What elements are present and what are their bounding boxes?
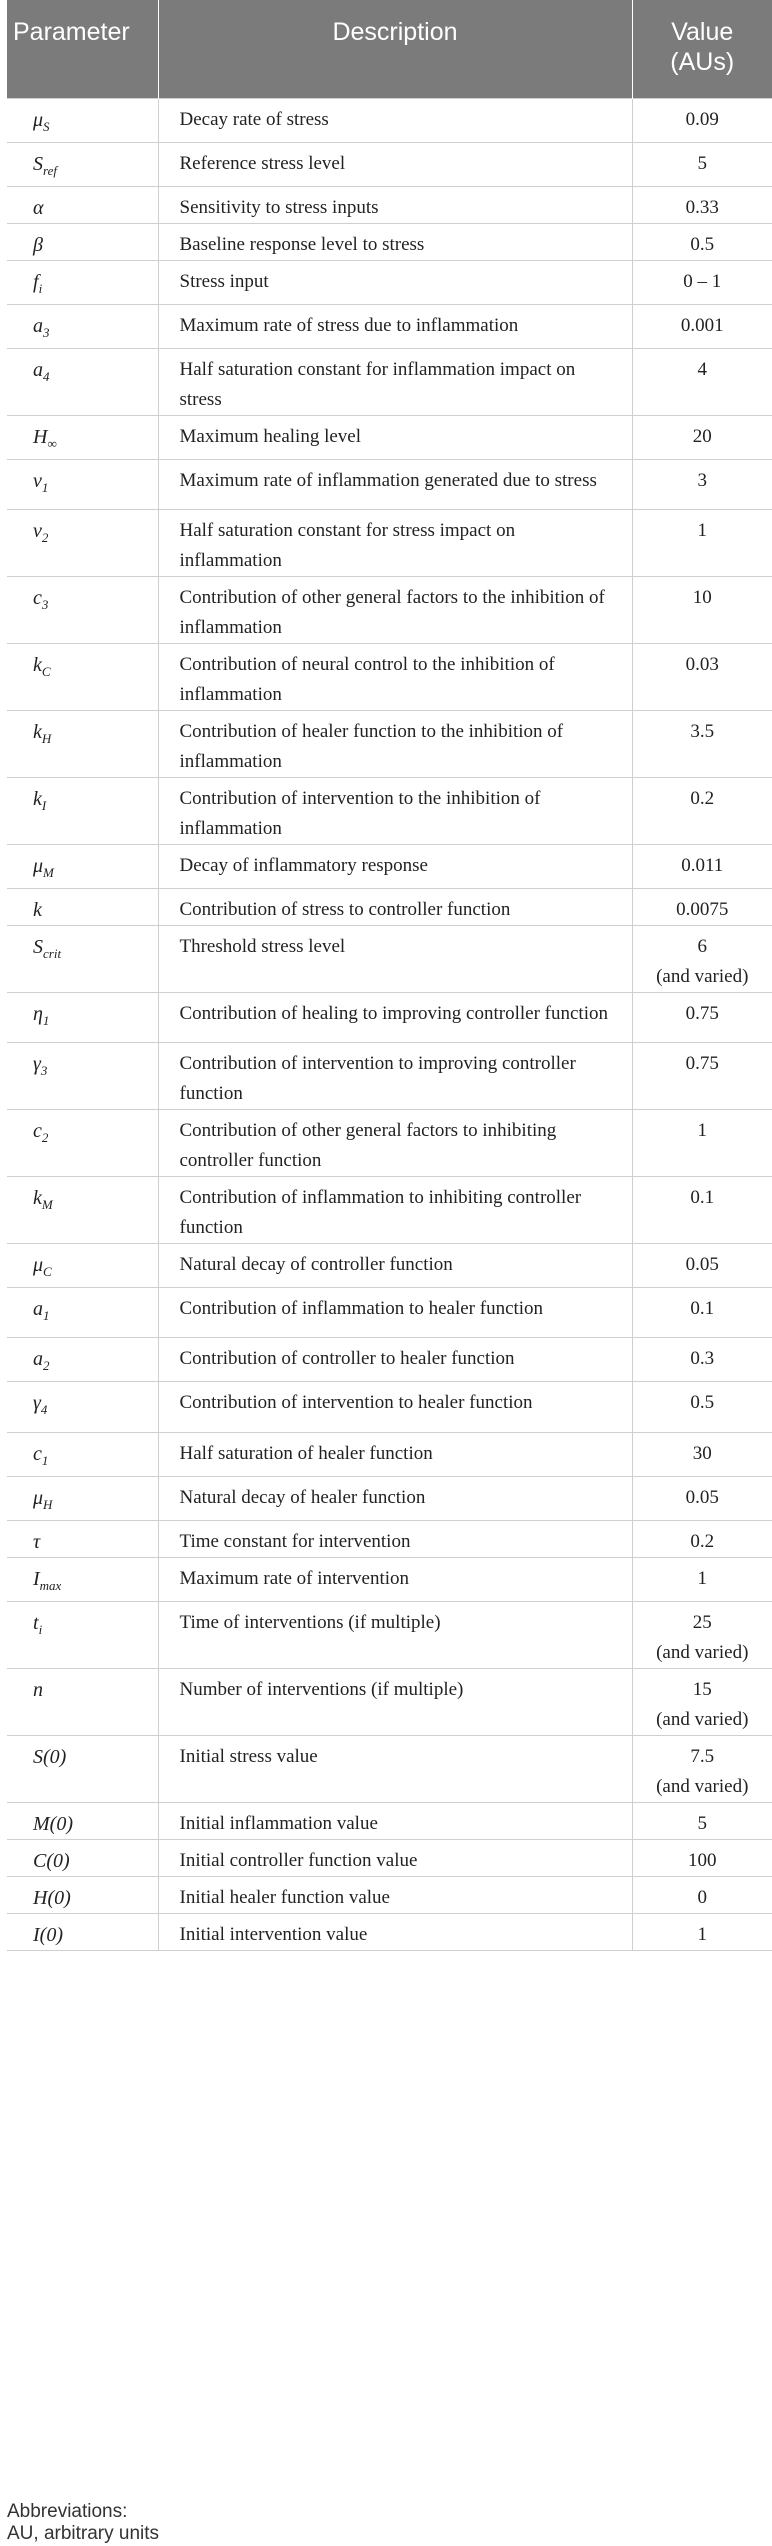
parameter-value [632,348,772,415]
parameter-symbol [7,643,158,710]
table-row [7,844,772,888]
parameter-description: Half saturation of healer function [158,1432,632,1476]
parameter-symbol [7,98,158,142]
table-row [7,576,772,643]
table-row [7,459,772,509]
parameter-symbol [7,260,158,304]
value-text: 1 [697,1923,707,1945]
parameter-value [632,509,772,576]
value-text: 0.1 [690,1297,715,1319]
parameter-symbol [7,223,158,260]
footnote-abbrev-heading: Abbreviations: [7,2501,128,2522]
header-value [632,0,772,98]
parameter-value [632,260,772,304]
symbol-subscript: 1 [43,1307,50,1323]
parameter-symbol [7,1337,158,1381]
parameter-description: Sensitivity to stress inputs [158,186,632,223]
symbol-base: I(0) [33,1923,63,1946]
parameter-symbol [7,1876,158,1913]
parameter-description: Contribution of healer function to the inhibition of inflammation [158,710,632,777]
symbol-base: γ [33,1052,41,1075]
symbol-base: k [33,720,42,743]
parameter-description: Maximum rate of intervention [158,1557,632,1601]
parameter-symbol [7,415,158,459]
table-row [7,1381,772,1432]
parameter-description: Baseline response level to stress [158,223,632,260]
table-row [7,1176,772,1243]
table-row [7,1432,772,1476]
symbol-base: a [33,1297,43,1320]
parameter-description: Half saturation constant for inflammation impact on stress [158,348,632,415]
header-row [7,0,772,98]
parameter-description: Contribution of other general factors to inhibiting controller function [158,1109,632,1176]
value-text: 10 [692,586,712,608]
parameter-symbol [7,1432,158,1476]
parameter-description: Threshold stress level [158,925,632,992]
value-text: 1 [697,1119,707,1141]
symbol-base: k [33,653,42,676]
value-text: 5 [697,152,707,174]
parameter-description: Stress input [158,260,632,304]
parameter-symbol [7,1735,158,1802]
parameter-symbol [7,1668,158,1735]
parameter-description: Half saturation constant for stress impact on inflammation [158,509,632,576]
value-text: 20 [692,425,712,447]
symbol-subscript: S [43,118,50,134]
symbol-base: v [33,469,42,492]
footnote-abbrev-text: AU, arbitrary units [7,2523,160,2544]
footnote [7,2501,159,2545]
symbol-subscript: ∞ [47,435,57,451]
value-text: 0.09 [685,108,719,130]
parameter-symbol [7,1109,158,1176]
table-row [7,1109,772,1176]
symbol-base: v [33,519,42,542]
symbol-subscript: H [41,730,52,746]
symbol-subscript: crit [43,945,62,961]
value-text: 0.3 [690,1347,715,1369]
symbol-base: k [33,898,42,921]
symbol-subscript: 2 [41,1129,49,1145]
table-row [7,1802,772,1839]
parameter-value [632,1520,772,1557]
header-parameter: Parameter [7,0,158,98]
value-text: 0.03 [685,653,719,675]
value-text: 4 [697,358,707,380]
symbol-base: H [33,425,48,448]
parameter-value [632,1381,772,1432]
value-text: 15 [692,1678,712,1700]
symbol-base: f [33,270,39,293]
symbol-base: a [33,314,43,337]
parameter-symbol [7,1802,158,1839]
table-row [7,1876,772,1913]
symbol-subscript: H [43,1496,53,1512]
table-body [7,98,772,1950]
table-row [7,643,772,710]
table-row [7,142,772,186]
symbol-subscript: 2 [41,529,49,545]
parameter-symbol [7,1601,158,1668]
parameter-value [632,643,772,710]
parameter-symbol [7,1557,158,1601]
parameter-description: Natural decay of healer function [158,1476,632,1520]
parameter-symbol [7,888,158,925]
parameter-value [632,1601,772,1668]
symbol-base: μ [33,1253,44,1276]
symbol-subscript: M [43,864,54,880]
table-row [7,888,772,925]
parameter-description: Natural decay of controller function [158,1243,632,1287]
table-row [7,1601,772,1668]
parameter-symbol [7,1243,158,1287]
symbol-base: c [33,1119,42,1142]
symbol-base: S [33,152,43,175]
symbol-subscript: ref [43,162,57,178]
value-text: 0.2 [690,1530,715,1552]
symbol-base: a [33,1347,43,1370]
parameter-value [632,1176,772,1243]
symbol-base: I [33,1567,40,1590]
parameter-description: Contribution of healing to improving controller function [158,992,632,1042]
table-header [7,0,772,98]
parameter-table [7,0,772,1951]
value-text: 0.001 [680,314,724,336]
symbol-base: γ [33,1391,41,1414]
value-text: 7.5 [690,1745,715,1767]
table-row [7,509,772,576]
parameter-symbol [7,844,158,888]
symbol-subscript: max [39,1577,62,1593]
value-text: 0.0075 [676,898,729,920]
value-text: 0.5 [690,233,715,255]
parameter-symbol [7,1176,158,1243]
parameter-value [632,223,772,260]
parameter-value [632,1557,772,1601]
value-text: 0.5 [690,1391,715,1413]
value-note: (and varied) [656,1641,749,1663]
parameter-value [632,1876,772,1913]
parameter-value [632,1287,772,1337]
symbol-subscript: I [41,797,47,813]
parameter-value [632,1109,772,1176]
value-text: 0.1 [690,1186,715,1208]
value-note: (and varied) [656,1775,749,1797]
table-row [7,1243,772,1287]
parameter-symbol [7,1042,158,1109]
table-row [7,260,772,304]
parameter-description: Contribution of neural control to the inhibition of inflammation [158,643,632,710]
parameter-description: Number of interventions (if multiple) [158,1668,632,1735]
parameter-value [632,992,772,1042]
parameter-description: Initial stress value [158,1735,632,1802]
symbol-subscript: 4 [43,368,50,384]
value-text: 1 [697,519,707,541]
parameter-symbol [7,459,158,509]
parameter-symbol [7,925,158,992]
parameter-value [632,1802,772,1839]
symbol-subscript: 2 [43,1357,50,1373]
symbol-base: k [33,787,42,810]
symbol-subscript: M [41,1196,53,1212]
value-text: 30 [692,1442,712,1464]
parameter-symbol [7,1839,158,1876]
parameter-description: Maximum healing level [158,415,632,459]
parameter-value [632,304,772,348]
parameter-description: Contribution of other general factors to the inhibition of inflammation [158,576,632,643]
parameter-value [632,1735,772,1802]
parameter-description: Reference stress level [158,142,632,186]
table-row [7,1337,772,1381]
table-row [7,1557,772,1601]
parameter-value [632,1042,772,1109]
parameter-symbol [7,777,158,844]
parameter-description: Maximum rate of stress due to inflammation [158,304,632,348]
parameter-description: Time constant for intervention [158,1520,632,1557]
table-row [7,186,772,223]
value-text: 0.2 [690,787,715,809]
parameter-description: Time of interventions (if multiple) [158,1601,632,1668]
parameter-description: Initial intervention value [158,1913,632,1950]
parameter-description: Contribution of controller to healer function [158,1337,632,1381]
symbol-base: n [33,1678,43,1701]
table-row [7,304,772,348]
parameter-description: Contribution of stress to controller function [158,888,632,925]
symbol-subscript: 1 [41,1452,49,1468]
parameter-symbol [7,576,158,643]
symbol-base: μ [33,1486,44,1509]
symbol-subscript: 3 [41,596,49,612]
symbol-base: k [33,1186,42,1209]
value-text: 6 [697,935,707,957]
parameter-symbol [7,1520,158,1557]
symbol-base: τ [33,1530,41,1553]
parameter-symbol [7,348,158,415]
parameter-symbol [7,1476,158,1520]
symbol-base: α [33,196,44,219]
parameter-value [632,925,772,992]
symbol-base: C(0) [33,1849,70,1872]
symbol-base: M(0) [33,1812,73,1835]
parameter-value [632,1839,772,1876]
symbol-base: S [33,935,43,958]
parameter-description: Initial healer function value [158,1876,632,1913]
parameter-symbol [7,304,158,348]
parameter-symbol [7,710,158,777]
parameter-value [632,1337,772,1381]
symbol-base: η [33,1002,43,1025]
parameter-description: Contribution of inflammation to inhibiting controller function [158,1176,632,1243]
symbol-base: c [33,586,42,609]
parameter-value [632,576,772,643]
value-note: (and varied) [656,1708,749,1730]
value-text: 1 [697,1567,707,1589]
parameter-value [632,459,772,509]
table-row [7,1287,772,1337]
parameter-description: Maximum rate of inflammation generated due to stress [158,459,632,509]
header-value-line2: (AUs) [670,48,735,76]
symbol-base: μ [33,854,44,877]
parameter-value [632,777,772,844]
symbol-base: β [33,233,43,256]
symbol-subscript: 4 [40,1401,48,1417]
symbol-base: a [33,358,43,381]
value-text: 100 [688,1849,717,1871]
symbol-base: c [33,1442,42,1465]
table-row [7,1913,772,1950]
parameter-value [632,1243,772,1287]
value-text: 0.75 [685,1052,719,1074]
parameter-symbol [7,186,158,223]
parameter-value [632,142,772,186]
table-row [7,1476,772,1520]
symbol-subscript: 3 [43,324,50,340]
parameter-description: Decay rate of stress [158,98,632,142]
value-text: 0.75 [685,1002,719,1024]
value-text: 0 [697,1886,707,1908]
parameter-description: Contribution of intervention to healer function [158,1381,632,1432]
symbol-subscript: i [38,280,43,296]
parameter-description: Decay of inflammatory response [158,844,632,888]
value-text: 0 – 1 [683,270,722,292]
symbol-subscript: i [38,1621,43,1637]
parameter-symbol [7,1287,158,1337]
table-row [7,1839,772,1876]
parameter-symbol [7,992,158,1042]
table-row [7,992,772,1042]
parameter-description: Contribution of inflammation to healer function [158,1287,632,1337]
value-text: 25 [692,1611,712,1633]
symbol-subscript: C [41,663,51,679]
table-row [7,1520,772,1557]
value-text: 5 [697,1812,707,1834]
parameter-value [632,710,772,777]
table-row [7,710,772,777]
value-text: 0.011 [681,854,724,876]
symbol-subscript: 1 [42,1012,50,1028]
parameter-value [632,186,772,223]
parameter-value [632,844,772,888]
symbol-base: H(0) [33,1886,71,1909]
value-text: 3.5 [690,720,715,742]
parameter-symbol [7,509,158,576]
header-value-line1: Value [671,18,734,46]
parameter-value [632,1476,772,1520]
value-text: 0.05 [685,1253,719,1275]
table-row [7,1668,772,1735]
parameter-symbol [7,142,158,186]
table-row [7,223,772,260]
table-row [7,777,772,844]
parameter-symbol [7,1913,158,1950]
table-row [7,415,772,459]
header-description: Description [158,0,632,98]
table-row [7,98,772,142]
parameter-description: Contribution of intervention to improving controller function [158,1042,632,1109]
symbol-base: S(0) [33,1745,67,1768]
value-text: 3 [697,469,707,491]
parameter-description: Initial inflammation value [158,1802,632,1839]
parameter-value [632,415,772,459]
table-row [7,1735,772,1802]
value-note: (and varied) [656,965,749,987]
value-text: 0.33 [685,196,719,218]
table-row [7,348,772,415]
table-row [7,925,772,992]
parameter-value [632,1432,772,1476]
parameter-symbol [7,1381,158,1432]
symbol-base: μ [33,108,44,131]
symbol-subscript: 1 [41,479,49,495]
value-text: 0.05 [685,1486,719,1508]
symbol-base: t [33,1611,39,1634]
parameter-value [632,888,772,925]
symbol-subscript: C [43,1263,52,1279]
parameter-description: Initial controller function value [158,1839,632,1876]
parameter-description: Contribution of intervention to the inhibition of inflammation [158,777,632,844]
table-row [7,1042,772,1109]
parameter-value [632,1913,772,1950]
parameter-value [632,1668,772,1735]
symbol-subscript: 3 [40,1062,48,1078]
parameter-value [632,98,772,142]
